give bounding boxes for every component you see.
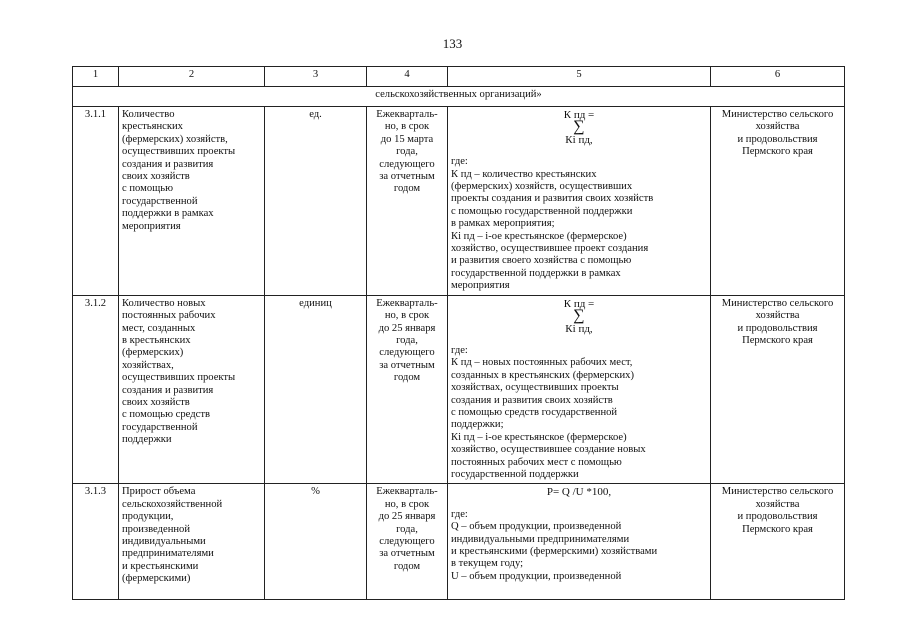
deadline-cell [367, 107, 448, 296]
column-number: 6 [711, 67, 845, 87]
name-line: постоянных рабочих [122, 310, 216, 322]
deadline-line: следующего [379, 536, 435, 547]
formula-left: P= Q /U *100, [546, 486, 612, 499]
row-number: 3.1.1 [73, 107, 119, 296]
responsible-line: и продовольствия [737, 322, 818, 334]
method-line: и крестьянскими (фермерскими) хозяйствами [451, 546, 658, 557]
table-row [73, 107, 845, 296]
name-line: Количество новых [122, 297, 206, 309]
deadline-line: Ежекварталь- [376, 297, 438, 309]
formula [451, 486, 707, 498]
name-line: Количество [122, 109, 175, 120]
name-line: своих хозяйств [122, 396, 190, 408]
deadline-line: года, [396, 146, 418, 158]
name-line: мест, созданных [122, 322, 196, 334]
row-number: 3.1.3 [73, 484, 119, 600]
method-line: государственной поддержки [451, 468, 579, 480]
method-line: Q – объем продукции, произведенной [451, 521, 622, 533]
page-number: 133 [442, 36, 463, 51]
responsible-line: Министерство сельского [721, 297, 834, 309]
formula-right: Кi пд, [565, 322, 593, 335]
deadline-line: но, в срок [384, 498, 430, 510]
column-number: 4 [367, 67, 448, 87]
deadline-line: но, в срок [384, 310, 430, 322]
deadline-line: следующего [379, 347, 435, 359]
name-line: хозяйствах, [122, 359, 174, 371]
deadline-cell [367, 484, 448, 600]
method-line: где: [451, 156, 468, 168]
method-line: К пд – количество крестьянских [451, 168, 597, 180]
column-number-row [73, 67, 845, 87]
column-number: 5 [448, 67, 711, 87]
responsible-cell [711, 484, 845, 600]
name-line: с помощью [122, 183, 174, 195]
name-line: (фермерских) хозяйств, [122, 133, 228, 145]
method-line: где: [451, 344, 468, 356]
responsible-line: Пермского края [742, 523, 813, 535]
method-line: индивидуальными предпринимателями [451, 533, 630, 545]
deadline-cell [367, 295, 448, 484]
indicator-name [119, 484, 265, 600]
name-line: поддержки в рамках [122, 208, 214, 220]
name-line: в крестьянских [122, 334, 191, 346]
method-cell [448, 484, 711, 600]
name-line: сельскохозяйственной [122, 498, 223, 510]
deadline-line: до 15 марта [380, 133, 434, 145]
method-line: хозяйство, осуществившее проект создания [451, 243, 649, 255]
name-line: (фермерских) [122, 347, 184, 359]
method-line: создания и развития своих хозяйств [451, 394, 613, 406]
method-line: с помощью государственной поддержки [451, 205, 633, 217]
responsible-line: хозяйства [755, 121, 800, 133]
name-line: осуществивших проекты [122, 372, 236, 384]
name-line: государственной [122, 421, 198, 433]
column-number: 1 [73, 67, 119, 87]
deadline-line: годом [393, 183, 421, 195]
unit-cell: единиц [265, 295, 367, 484]
table-row [73, 295, 845, 484]
method-line: где: [451, 508, 468, 520]
name-line: своих хозяйств [122, 171, 190, 183]
formula-left: К пд = [563, 297, 595, 310]
name-line: предпринимателями [122, 548, 214, 560]
name-line: произведенной [122, 523, 191, 535]
method-line: Кi пд – i-ое крестьянское (фермерское) [451, 230, 627, 242]
method-line: мероприятия [451, 280, 510, 292]
name-line: (фермерскими) [122, 573, 191, 585]
section-title: сельскохозяйственных организаций» [73, 87, 845, 107]
name-line: крестьянских [122, 121, 183, 133]
method-line: хозяйствах, осуществивших проекты [451, 382, 619, 394]
formula [451, 298, 707, 335]
name-line: государственной [122, 195, 198, 207]
unit-cell: ед. [265, 107, 367, 296]
deadline-line: года, [396, 523, 418, 535]
method-line: проекты создания и развития своих хозяйств [451, 193, 654, 205]
method-cell [448, 107, 711, 296]
sum-sign: ∑ [573, 118, 585, 136]
name-line: мероприятия [122, 220, 181, 232]
responsible-line: хозяйства [755, 498, 800, 510]
responsible-line: хозяйства [755, 310, 800, 322]
deadline-line: года, [396, 334, 418, 346]
deadline-line: до 25 января [378, 322, 436, 334]
deadline-line: за отчетным [379, 171, 435, 183]
column-number: 3 [265, 67, 367, 87]
deadline-line: Ежекварталь- [376, 486, 438, 498]
row-number: 3.1.2 [73, 295, 119, 484]
deadline-line: за отчетным [379, 359, 435, 371]
deadline-line: до 25 января [378, 511, 436, 523]
method-line: созданных в крестьянских (фермерских) [451, 369, 634, 381]
formula-right: Кi пд, [565, 133, 593, 146]
deadline-line: но, в срок [384, 121, 430, 133]
indicator-name [119, 295, 265, 484]
responsible-line: и продовольствия [737, 133, 818, 145]
table-row [73, 484, 845, 600]
section-title-row [73, 87, 845, 107]
name-line: Прирост объема [122, 486, 196, 498]
responsible-cell [711, 107, 845, 296]
name-line: создания и развития [122, 158, 214, 170]
method-line: хозяйство, осуществившее создание новых [451, 444, 646, 456]
method-line: постоянных рабочих мест с помощью [451, 456, 622, 468]
method-line: Кi пд – i-ое крестьянское (фермерское) [451, 431, 627, 443]
method-line: и развития своего хозяйства с помощью [451, 255, 632, 267]
name-line: с помощью средств [122, 409, 210, 421]
deadline-line: годом [393, 372, 421, 384]
formula [451, 109, 707, 146]
name-line: осуществивших проекты [122, 146, 236, 158]
sum-sign: ∑ [573, 307, 585, 325]
responsible-cell [711, 295, 845, 484]
indicators-table [72, 66, 845, 600]
name-line: создания и развития [122, 384, 214, 396]
responsible-line: Министерство сельского [721, 486, 834, 498]
method-line: К пд – новых постоянных рабочих мест, [451, 357, 633, 369]
method-line: государственной поддержки в рамках [451, 267, 621, 279]
name-line: индивидуальными [122, 536, 206, 547]
method-line: с помощью средств государственной [451, 406, 618, 418]
name-line: и крестьянскими [122, 560, 199, 572]
indicator-name [119, 107, 265, 296]
method-line: поддержки; [451, 419, 504, 431]
formula-left: К пд = [563, 109, 595, 121]
deadline-line: годом [393, 560, 421, 572]
column-number: 2 [119, 67, 265, 87]
responsible-line: Министерство сельского [721, 109, 834, 120]
deadline-line: Ежекварталь- [376, 109, 438, 120]
method-cell [448, 295, 711, 484]
deadline-line: следующего [379, 158, 435, 170]
method-line: U – объем продукции, произведенной [451, 570, 622, 582]
method-line: в текущем году; [451, 558, 524, 570]
method-line: (фермерских) хозяйств, осуществивших [451, 181, 633, 193]
name-line: поддержки [122, 434, 172, 446]
name-line: продукции, [122, 511, 174, 523]
responsible-line: Пермского края [742, 334, 813, 346]
responsible-line: и продовольствия [737, 511, 818, 523]
unit-cell: % [265, 484, 367, 600]
deadline-line: за отчетным [379, 548, 435, 560]
responsible-line: Пермского края [742, 146, 813, 158]
method-line: в рамках мероприятия; [451, 218, 555, 230]
